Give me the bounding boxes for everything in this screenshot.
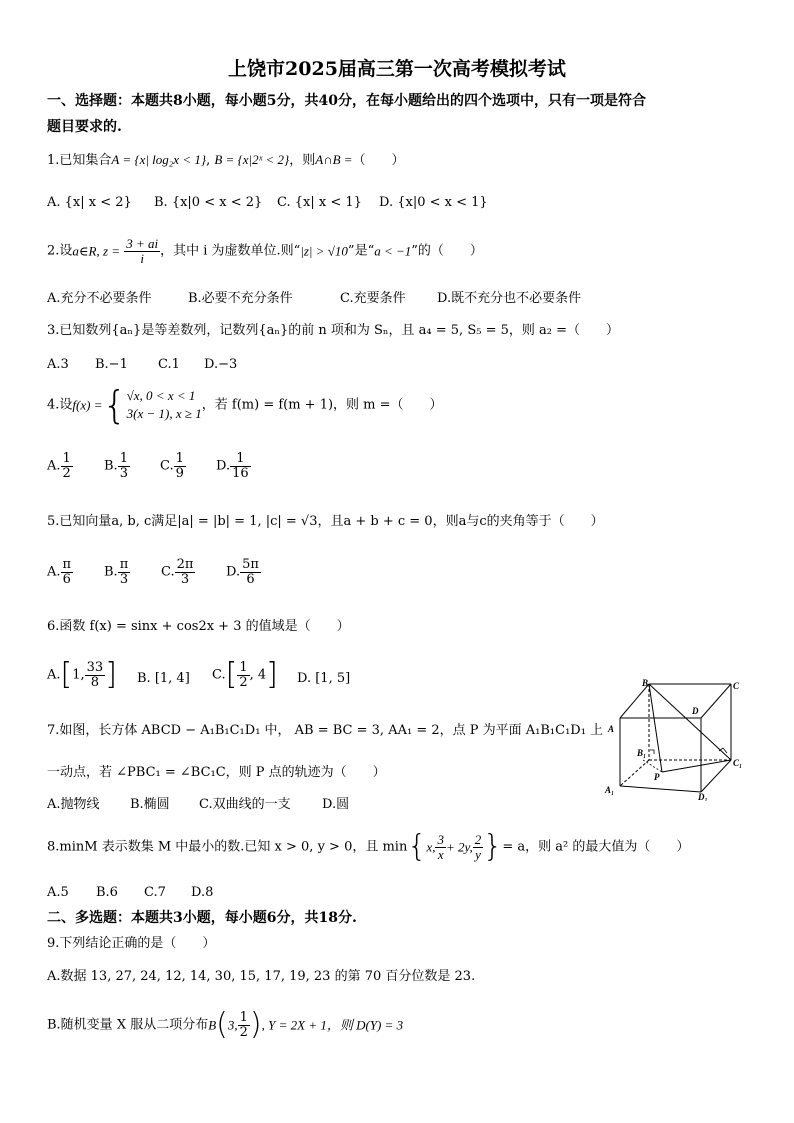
q5-option-b[interactable] bbox=[104, 558, 130, 586]
q4-option-c-den: 9 bbox=[175, 465, 184, 481]
q5-option-d-den: 6 bbox=[246, 571, 255, 587]
q8-frac-2 bbox=[473, 833, 484, 861]
q6-option-c-label: C. bbox=[212, 667, 226, 683]
q1-option-d[interactable]: D. {x|0 < x < 1} bbox=[379, 195, 488, 210]
q5-option-c[interactable] bbox=[161, 558, 195, 586]
q5-option-a-frac bbox=[61, 558, 74, 586]
q4-option-c[interactable] bbox=[160, 452, 186, 480]
label-b1: B₁ bbox=[637, 748, 647, 758]
q4-option-a[interactable] bbox=[47, 452, 73, 480]
q9-option-b-den: 2 bbox=[239, 1024, 248, 1040]
question-1-stem: 1.已知集合A = {x| log₂x < 1}, B = {x|2ˣ < 2}，则A∩B =（ ） bbox=[47, 152, 405, 168]
q1-option-a[interactable]: A. {x| x < 2} bbox=[47, 195, 132, 210]
q4-option-a-den: 2 bbox=[62, 465, 71, 481]
q9-option-b-text-b: B bbox=[208, 1017, 217, 1033]
q4-option-a-frac bbox=[61, 452, 73, 480]
cuboid-figure bbox=[602, 676, 752, 801]
q6-option-a-left: 1, bbox=[72, 667, 85, 683]
q4-option-a-num: 1 bbox=[62, 451, 71, 466]
q2-frac-den: i bbox=[140, 250, 144, 266]
q6-option-b[interactable]: B. [1, 4] bbox=[137, 671, 190, 686]
q8-stem-a: 8.minM 表示数集 M 中最小的数.已知 x > 0, y > 0，且 bbox=[47, 839, 379, 855]
label-b: B bbox=[642, 678, 649, 688]
question-4-stem bbox=[47, 383, 443, 427]
label-d: D bbox=[692, 706, 699, 716]
q7-option-b[interactable]: B.椭圆 bbox=[130, 797, 170, 812]
q2-stem-b: ，其中 i 为虚数单位.则“ bbox=[160, 243, 301, 259]
q9-option-b-text-d: , Y = 2X + 1，则 D(Y) = 3 bbox=[261, 1017, 404, 1033]
q8-x: x, bbox=[426, 839, 436, 855]
q9-option-b-text-a: B.随机变量 X 服从二项分布 bbox=[47, 1017, 209, 1033]
q2-ineq: |z| > √10 bbox=[300, 243, 348, 259]
q8-min: min bbox=[382, 839, 408, 855]
q7-option-d[interactable]: D.圆 bbox=[322, 797, 350, 812]
question-7-line2: 一动点，若 ∠PBC₁ = ∠BC₁C，则 P 点的轨迹为（ ） bbox=[47, 765, 386, 780]
q8-rbrace: } bbox=[483, 829, 503, 864]
q5-option-b-label: B. bbox=[104, 564, 118, 580]
q3-option-c[interactable]: C.1 bbox=[158, 357, 180, 372]
q6-option-a-rbracket: ] bbox=[105, 657, 117, 692]
q2-fraction bbox=[124, 237, 160, 265]
q4-option-d-den: 16 bbox=[232, 465, 249, 481]
q9-option-b-frac bbox=[238, 1011, 250, 1039]
q7-option-a[interactable]: A.抛物线 bbox=[47, 797, 100, 812]
question-5-stem: 5.已知向量a, b, c满足|a| = |b| = 1, |c| = √3，且a + b + c = 0，则a与c的夹角等于（ ） bbox=[47, 514, 604, 529]
q6-option-a-label: A. bbox=[47, 667, 61, 683]
q6-option-a[interactable] bbox=[47, 657, 117, 692]
q6-option-a-num: 33 bbox=[86, 659, 104, 675]
q9-option-b[interactable] bbox=[47, 1007, 404, 1042]
q9-rparen: ) bbox=[249, 1007, 262, 1042]
q6-option-c-right: , 4 bbox=[249, 667, 267, 683]
q4-stem-a: 4.设 bbox=[47, 397, 73, 413]
q6-option-c-den: 2 bbox=[239, 674, 248, 690]
label-c: C bbox=[733, 681, 740, 691]
q4-option-d-num: 1 bbox=[230, 452, 251, 467]
q6-option-a-lbracket: [ bbox=[60, 657, 73, 692]
q2-option-b[interactable]: B.必要不充分条件 bbox=[188, 291, 293, 306]
label-a1: A₁ bbox=[605, 785, 615, 795]
q4-option-a-label: A. bbox=[47, 458, 61, 474]
q5-option-a-num: π bbox=[62, 557, 72, 572]
q4-option-c-num: 1 bbox=[175, 451, 184, 466]
q2-stem-d: ”的（ ） bbox=[411, 243, 483, 259]
label-a: A bbox=[608, 724, 615, 734]
q4-brace: { bbox=[102, 383, 127, 427]
q5-option-a-den: 6 bbox=[62, 571, 71, 587]
q4-option-d[interactable] bbox=[216, 452, 251, 480]
q4-option-b-label: B. bbox=[104, 458, 118, 474]
q8-frac-1 bbox=[435, 833, 446, 861]
q5-option-c-num: 2π bbox=[176, 557, 194, 572]
q8-frac-2-den: y bbox=[475, 846, 481, 862]
q2-stem-a: 2.设 bbox=[47, 243, 73, 259]
q8-lbrace: { bbox=[407, 829, 427, 864]
q5-option-b-den: 3 bbox=[119, 571, 129, 587]
q9-option-a[interactable]: A.数据 13, 27, 24, 12, 14, 30, 15, 17, 19, 23 的第 70 百分位数是 23. bbox=[47, 969, 476, 984]
q2-cond: a∈R, z = bbox=[72, 243, 121, 259]
q6-option-c-frac bbox=[237, 661, 249, 689]
q8-stem-b: = a，则 a² 的最大值为（ ） bbox=[502, 839, 690, 855]
q6-option-c-lbracket: [ bbox=[225, 657, 238, 692]
q3-option-a[interactable]: A.3 bbox=[47, 357, 69, 372]
q3-option-d[interactable]: D.−3 bbox=[204, 357, 238, 372]
q5-option-d-frac bbox=[240, 558, 261, 586]
q4-case-1: √x, 0 < x < 1 bbox=[126, 388, 196, 404]
q1-set-a: A = {x| log₂x < 1} bbox=[111, 152, 207, 167]
q9-option-b-num: 1 bbox=[239, 1009, 248, 1025]
q1-stem-b: ，则 bbox=[289, 153, 316, 168]
q5-option-c-label: C. bbox=[161, 564, 175, 580]
q5-option-d-num: 5π bbox=[242, 557, 259, 572]
question-7-line1: 7.如图，长方体 ABCD − A₁B₁C₁D₁ 中， AB = BC = 3, AA₁ = 2，点 P 为平面 A₁B₁C₁D₁ 上 bbox=[47, 723, 604, 738]
q2-ineq2: a < −1 bbox=[374, 243, 412, 259]
q7-option-c[interactable]: C.双曲线的一支 bbox=[199, 797, 291, 812]
q2-stem-c: ”是“ bbox=[347, 243, 375, 259]
q8-option-d[interactable]: D.8 bbox=[191, 885, 214, 900]
q3-option-b[interactable]: B.−1 bbox=[95, 357, 128, 372]
q4-option-d-label: D. bbox=[216, 458, 231, 474]
question-9-stem: 9.下列结论正确的是（ ） bbox=[47, 936, 216, 951]
question-8-stem bbox=[47, 829, 690, 864]
q2-frac-num: 3 + ai bbox=[126, 236, 159, 251]
section2-header: 二、多选题：本题共3小题，每小题6分，共18分. bbox=[47, 910, 357, 926]
q4-cases bbox=[127, 387, 202, 422]
q4-option-b-den: 3 bbox=[119, 465, 128, 481]
q5-option-a-label: A. bbox=[47, 564, 61, 580]
q4-case-2: 3(x − 1), x ≥ 1 bbox=[126, 406, 202, 421]
q1-set-b: B = {x|2ˣ < 2} bbox=[214, 152, 290, 167]
q1-option-c[interactable]: C. {x| x < 1} bbox=[277, 195, 362, 210]
q8-frac-1-num: 3 bbox=[437, 831, 444, 847]
q9-option-b-text-c: 3, bbox=[227, 1017, 238, 1033]
q6-option-c[interactable] bbox=[212, 657, 278, 692]
q8-option-a[interactable]: A.5 bbox=[47, 885, 69, 900]
label-c1: C₁ bbox=[733, 758, 743, 768]
q9-lparen: ( bbox=[216, 1007, 228, 1042]
q6-option-a-frac bbox=[85, 661, 106, 689]
q5-option-c-frac bbox=[175, 558, 196, 586]
q5-option-d-label: D. bbox=[226, 564, 241, 580]
question-3-stem: 3.已知数列{aₙ}是等差数列，记数列{aₙ}的前 n 项和为 Sₙ，且 a₄ = 5, S₅ = 5，则 a₂ =（ ） bbox=[47, 323, 619, 338]
q1-option-b[interactable]: B. {x|0 < x < 2} bbox=[154, 195, 263, 210]
q8-option-b[interactable]: B.6 bbox=[96, 885, 118, 900]
q4-option-b-num: 1 bbox=[119, 451, 128, 466]
q6-option-c-rbracket: ] bbox=[266, 657, 278, 692]
section1-header-line1: 一、选择题：本题共8小题，每小题5分，共40分，在每小题给出的四个选项中，只有一项是符合 bbox=[47, 93, 646, 109]
q6-option-a-den: 8 bbox=[90, 674, 100, 690]
q6-option-d[interactable]: D. [1, 5] bbox=[297, 671, 351, 686]
q4-stem-b: ，若 f(m) = f(m + 1)，则 m =（ ） bbox=[201, 397, 443, 413]
q4-option-c-label: C. bbox=[160, 458, 174, 474]
q5-option-b-num: π bbox=[119, 557, 129, 572]
label-d1: D₁ bbox=[698, 792, 708, 801]
q2-option-c[interactable]: C.充要条件 bbox=[340, 291, 406, 306]
q1-stem-c: （ ） bbox=[352, 153, 405, 168]
q1-expr: A∩B = bbox=[315, 152, 353, 167]
q5-option-c-den: 3 bbox=[180, 571, 190, 587]
q8-frac-1-den: x bbox=[437, 846, 444, 862]
q2-option-d[interactable]: D.既不充分也不必要条件 bbox=[437, 291, 582, 306]
q4-option-b-frac bbox=[118, 452, 130, 480]
page-title: 上饶市2025届高三第一次高考模拟考试 bbox=[228, 58, 566, 80]
q5-option-a[interactable] bbox=[47, 558, 73, 586]
q5-option-d[interactable] bbox=[226, 558, 261, 586]
question-2-stem bbox=[47, 237, 483, 265]
q8-mid: + 2y, bbox=[445, 839, 473, 855]
q2-option-a[interactable]: A.充分不必要条件 bbox=[47, 291, 152, 306]
label-p: P bbox=[654, 772, 660, 782]
question-6-stem: 6.函数 f(x) = sinx + cos2x + 3 的值域是（ ） bbox=[47, 619, 350, 634]
q6-option-c-num: 1 bbox=[239, 659, 248, 675]
q8-frac-2-num: 2 bbox=[474, 831, 482, 847]
q4-option-d-frac bbox=[230, 452, 251, 480]
q1-stem-a: 1.已知集合 bbox=[47, 153, 112, 168]
q4-fx: f(x) = bbox=[72, 397, 103, 413]
q8-option-c[interactable]: C.7 bbox=[144, 885, 166, 900]
section1-header-line2: 题目要求的. bbox=[47, 119, 122, 135]
q4-option-b[interactable] bbox=[104, 452, 130, 480]
q4-option-c-frac bbox=[174, 452, 186, 480]
q5-option-b-frac bbox=[118, 558, 131, 586]
